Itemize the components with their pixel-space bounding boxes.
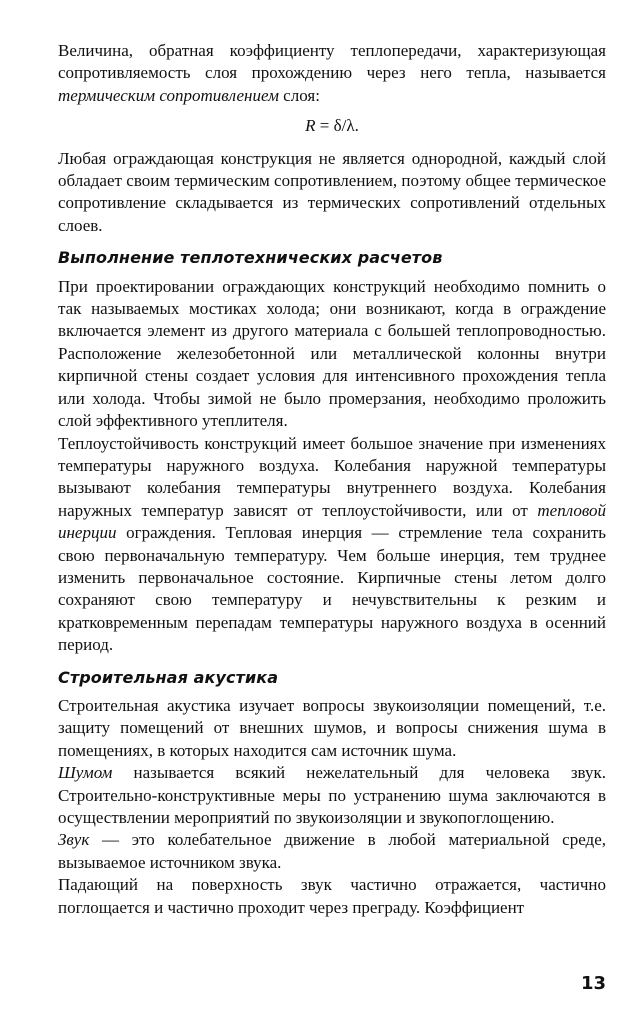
text-run: Величина, обратная коэффициенту теплопередачи, характеризующая сопротивляемость слоя прохождению через него тепла, называется	[58, 41, 606, 83]
section-heading-acoustics: Строительная акустика	[58, 667, 279, 687]
text-run: Теплоустойчивость конструкций имеет большое значение при изменениях температуры наружного воздуха. Колебания наружной температуры вызывают колебания температуры внутреннего воздуха. Колебания наружных температур зависят от теплоустойчивости, или от	[58, 433, 606, 520]
paragraph-noise	[58, 762, 606, 829]
text-run: слоя:	[278, 85, 320, 105]
text-run: называется всякий нежелательный для человека звук. Строительно-конструктивные меры по устранению шума заключаются в осуществлении мероприятий по звукоизоляции и звукопоглощению.	[58, 763, 606, 827]
term-sound: Звук	[58, 830, 90, 850]
formula-lhs: R	[305, 116, 316, 136]
paragraph-layers: Любая ограждающая конструкция не является однородной, каждый слой обладает своим термическим сопротивлением, поэтому общее термическое сопротивление складывается из термических сопротивлений отдельных слоев.	[58, 148, 606, 235]
paragraph-thermal-resistance	[58, 40, 606, 107]
paragraph-cold-bridges: При проектировании ограждающих конструкций необходимо помнить о так называемых мостиках холода; они возникают, когда в ограждение включается элемент из другого материала с большей теплопроводностью. Расположение железобетонной или металлической колонны внутри кирпичной стены создает условия для интенсивного прохождения тепла или холода. Чтобы зимой не было промерзания, необходимо проложить слой эффективного утеплителя.	[58, 276, 606, 431]
term-thermal-resistance: термическим сопротивлением	[58, 85, 279, 105]
formula-rhs: = δ/λ.	[315, 116, 359, 136]
text-run: — это колебательное движение в любой материальной среде, вызываемое источником звука.	[58, 830, 606, 872]
page-number: 13	[580, 973, 606, 994]
page-body	[58, 40, 606, 919]
section-heading-heat-calculations: Выполнение теплотехнических расчетов	[58, 248, 443, 268]
term-noise: Шумом	[58, 763, 113, 783]
formula	[58, 115, 606, 137]
paragraph-sound	[58, 829, 606, 874]
term-thermal-inertia: тепловой инерции	[58, 500, 606, 543]
paragraph-sound-reflection: Падающий на поверхность звук частично отражается, частично поглощается и частично проходит через преграду. Коэффициент	[58, 875, 606, 917]
paragraph-acoustics-intro: Строительная акустика изучает вопросы звукоизоляции помещений, т.е. защиту помещений от внешних шумов, и вопросы снижения шума в помещениях, в которых находится сам источник шума.	[58, 695, 606, 760]
text-run: ограждения. Тепловая инерция — стремление тела сохранить свою первоначальную температуру. Чем больше инерция, тем труднее изменить первоначальное состояние. Кирпичные стены летом долго сохраняют свою температуру и нечувствительны к резким и кратковременным перепадам температуры наружного воздуха в осенний период.	[58, 523, 606, 655]
paragraph-heat-stability	[58, 433, 606, 657]
